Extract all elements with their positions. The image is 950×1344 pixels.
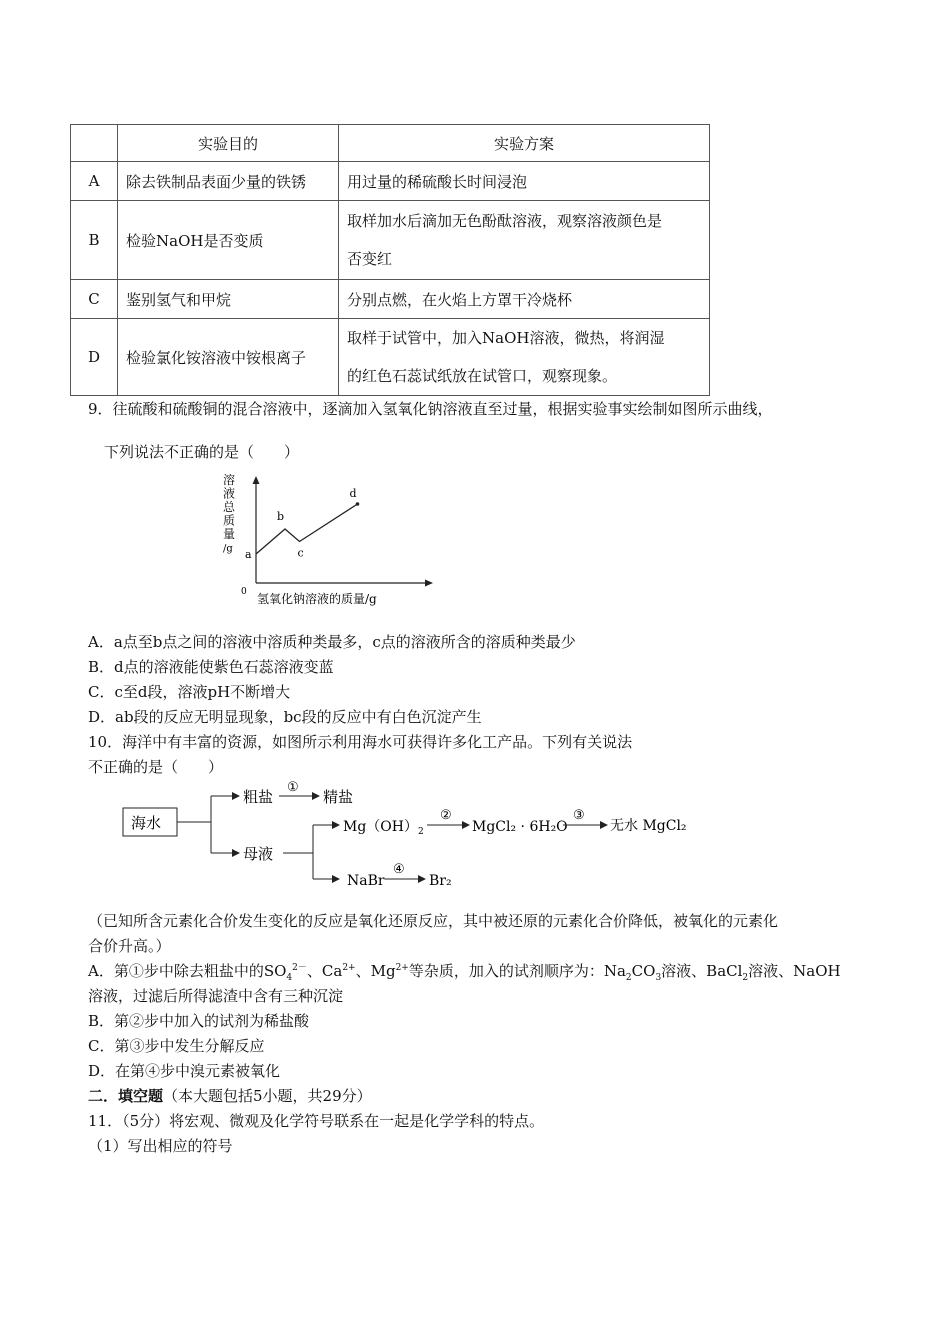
y-label-char: 溶	[223, 473, 236, 487]
step4-label: ④	[393, 862, 405, 877]
nabr-label: NaBr	[347, 873, 385, 889]
section2-heading	[88, 1085, 372, 1106]
seawater-label: 海水	[131, 814, 162, 832]
mgcl2-hydrate-label: MgCl₂ · 6H₂O	[472, 819, 568, 835]
y-axis-label	[223, 472, 236, 555]
row-label: D	[71, 319, 118, 396]
q10-option-b: B．第②步中加入的试剂为稀盐酸	[88, 1012, 310, 1030]
row-goal: 检验NaOH是否变质	[118, 201, 339, 280]
y-label-char: 量	[223, 527, 236, 541]
crude-salt-label: 粗盐	[243, 788, 274, 806]
q11-sub1: （1）写出相应的符号	[88, 1137, 233, 1155]
table-header-row	[71, 125, 710, 162]
row-goal: 检验氯化铵溶液中铵根离子	[118, 319, 339, 396]
q9-option-b: B．d点的溶液能使紫色石蕊溶液变蓝	[88, 658, 334, 676]
row-plan	[339, 201, 710, 280]
row-label: A	[71, 162, 118, 201]
y-label-char: 质	[223, 513, 236, 528]
table-row	[71, 201, 710, 280]
row-label: B	[71, 201, 118, 280]
q10-note-line1: （已知所含元素化合价发生变化的反应是氧化还原反应，其中被还原的元素化合价降低，被氧化的元素化	[88, 912, 779, 930]
row-plan	[339, 319, 710, 396]
y-axis-arrow	[253, 476, 260, 484]
row-plan-line: 取样于试管中，加入NaOH溶液，微热，将润湿	[347, 329, 665, 347]
q10-option-c: C．第③步中发生分解反应	[88, 1037, 265, 1055]
q10-note-line2: 合价升高。）	[88, 937, 171, 955]
step1-label: ①	[287, 780, 299, 795]
point-label-d: d	[349, 487, 357, 500]
point-label-b: b	[277, 510, 285, 523]
row-plan: 分别点燃，在火焰上方罩干冷烧杯	[339, 280, 710, 319]
mg-oh-2-label: $Mg(OH)_2$	[343, 819, 424, 837]
x-axis-label: 氢氧化钠溶液的质量/g	[257, 592, 377, 606]
mass-curve	[256, 504, 358, 554]
q10-option-a-line2: 溶液，过滤后所得滤渣中含有三种沉淀	[88, 987, 344, 1005]
point-label-a: a	[245, 548, 252, 561]
section2-title: 二．填空题	[88, 1087, 164, 1105]
q9-option-d: D．ab段的反应无明显现象，bc段的反应中有白色沉淀产生	[88, 708, 482, 726]
y-label-char: /g	[223, 543, 233, 555]
q10-stem-line1: 10．海洋中有丰富的资源，如图所示利用海水可获得许多化工产品。下列有关说法	[88, 733, 633, 751]
row-label: C	[71, 280, 118, 319]
section2-info: （本大题包括5小题，共29分）	[163, 1087, 372, 1105]
experiment-table	[70, 124, 710, 396]
q9-option-a: A．a点至b点之间的溶液中溶质种类最多，c点的溶液所含的溶质种类最少	[88, 633, 576, 651]
y-label-char: 总	[223, 500, 236, 514]
row-plan-line: 否变红	[347, 250, 393, 268]
table-row	[71, 162, 710, 201]
x-axis-arrow	[425, 580, 433, 587]
q11-stem: 11．（5分）将宏观、微观及化学符号联系在一起是化学学科的特点。	[88, 1112, 545, 1130]
row-plan: 用过量的稀硫酸长时间浸泡	[339, 162, 710, 201]
point-label-c: c	[297, 546, 304, 560]
refined-salt-label: 精盐	[323, 788, 354, 806]
row-plan-line: 取样加水后滴加无色酚酞溶液，观察溶液颜色是	[347, 212, 663, 230]
q10-seawater-flowchart	[115, 775, 715, 895]
q9-stem-line2: 下列说法不正确的是（ ）	[104, 443, 300, 461]
row-plan-line: 的红色石蕊试纸放在试管口，观察现象。	[347, 367, 618, 385]
table-row	[71, 280, 710, 319]
q10-stem-line2: 不正确的是（ ）	[88, 758, 224, 776]
anhydrous-mgcl2-label: 无水 MgCl₂	[610, 818, 687, 834]
table-row	[71, 319, 710, 396]
origin-label: 0	[241, 587, 247, 597]
header-plan: 实验方案	[339, 125, 710, 162]
header-goal: 实验目的	[118, 125, 339, 162]
y-label-char: 液	[223, 486, 236, 501]
q9-mass-chart	[215, 470, 445, 612]
row-goal: 鉴别氢气和甲烷	[118, 280, 339, 319]
step2-label: ②	[440, 808, 452, 823]
step3-label: ③	[573, 808, 585, 823]
br2-label: Br₂	[429, 873, 452, 889]
q10-option-d: D．在第④步中溴元素被氧化	[88, 1062, 281, 1080]
mother-liquor-label: 母液	[243, 845, 274, 863]
header-blank	[71, 125, 118, 162]
row-goal: 除去铁制品表面少量的铁锈	[118, 162, 339, 201]
point-marker-d	[356, 502, 360, 506]
q10-option-a-line1: A．第①步中除去粗盐中的$SO_4^{2-}$、$Ca^{2+}$、$Mg^{2+}$等杂质，加入的试剂顺序为：$Na_2CO_3$溶液、BaCl$_2$溶液、NaOH	[88, 962, 841, 983]
q9-stem-line1: 9．往硫酸和硫酸铜的混合溶液中，逐滴加入氢氧化钠溶液直至过量，根据实验事实绘制如图所示曲线，	[88, 400, 773, 418]
q9-option-c: C．c至d段，溶液pH不断增大	[88, 683, 291, 701]
